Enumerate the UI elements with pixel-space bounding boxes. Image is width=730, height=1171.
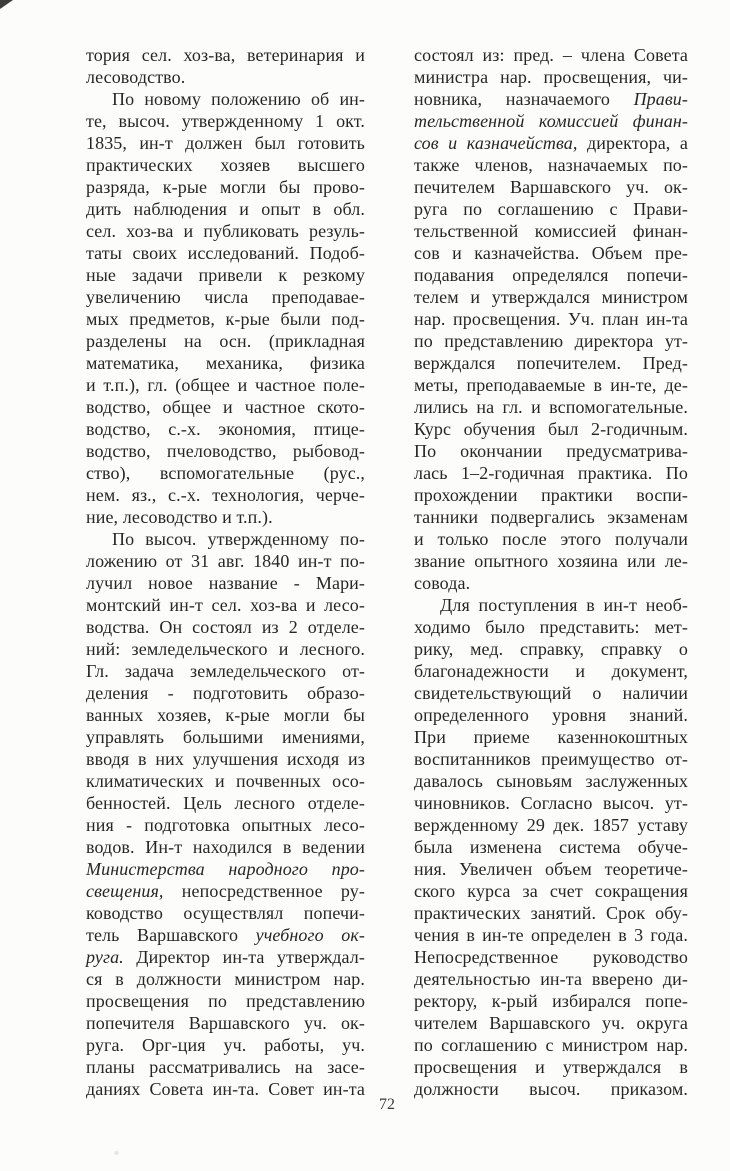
body-text: Непосредственное руководство bbox=[414, 947, 688, 967]
text-line bbox=[86, 902, 365, 924]
body-text: водства. Он состоял из 2 отделе- bbox=[86, 617, 365, 637]
body-text: лились на гл. и вспомогательные. bbox=[414, 397, 688, 417]
italic-text: учебного ок- bbox=[255, 925, 365, 945]
text-line bbox=[86, 88, 365, 110]
text-line bbox=[414, 132, 688, 154]
text-line bbox=[86, 264, 365, 286]
body-text: лучил новое название - Мари- bbox=[86, 573, 365, 593]
text-line bbox=[86, 1012, 365, 1034]
text-line bbox=[86, 484, 365, 506]
text-line bbox=[414, 352, 688, 374]
text-line bbox=[414, 924, 688, 946]
italic-text: свещения, bbox=[86, 881, 164, 901]
text-line bbox=[86, 308, 365, 330]
text-line bbox=[86, 154, 365, 176]
text-line bbox=[414, 374, 688, 396]
text-line bbox=[86, 462, 365, 484]
text-column-left bbox=[86, 44, 365, 1100]
text-line bbox=[414, 946, 688, 968]
body-text: дить наблюдения и опыт в обл. bbox=[86, 199, 365, 219]
text-line bbox=[414, 330, 688, 352]
italic-text: сов и казначейства, bbox=[414, 133, 578, 153]
body-text: чения в ин-те определен в 3 года. bbox=[414, 925, 688, 945]
text-line bbox=[414, 286, 688, 308]
body-text: климатических и почвенных осо- bbox=[86, 771, 365, 791]
body-text: практических занятий. Срок обу- bbox=[414, 903, 688, 923]
text-line bbox=[414, 484, 688, 506]
text-line bbox=[414, 396, 688, 418]
body-text: танники подвергались экзаменам bbox=[414, 507, 688, 527]
body-text: водство, с.-х. экономия, птице- bbox=[86, 419, 365, 439]
text-line bbox=[414, 880, 688, 902]
body-text: Курс обучения был 2-годичным. bbox=[414, 419, 688, 439]
body-text: ского курса за счет сокращения bbox=[414, 881, 688, 901]
text-line bbox=[86, 44, 365, 66]
body-text: ванных хозяев, к-рые могли бы bbox=[86, 705, 365, 725]
text-line bbox=[414, 264, 688, 286]
text-line bbox=[414, 836, 688, 858]
body-text: Для поступления в ин-т необ- bbox=[440, 595, 688, 615]
body-text: ложению от 31 авг. 1840 ин-т по- bbox=[86, 551, 365, 571]
body-text: ния. Увеличен объем теоретиче- bbox=[414, 859, 688, 879]
text-line bbox=[86, 374, 365, 396]
text-line bbox=[414, 462, 688, 484]
text-line bbox=[86, 110, 365, 132]
text-column-right bbox=[414, 44, 688, 1100]
body-text: сел. хоз-ва и публиковать резуль- bbox=[86, 221, 365, 241]
body-text: водство, общее и частное ското- bbox=[86, 397, 365, 417]
body-text: по представлению директора ут- bbox=[414, 331, 688, 351]
body-text: тель Варшавского bbox=[86, 925, 256, 945]
body-text: должности высоч. приказом. bbox=[414, 1079, 688, 1099]
text-line bbox=[414, 748, 688, 770]
body-text: ние, лесоводство и т.п.). bbox=[86, 507, 273, 527]
body-text: деятельностью ин-та вверено ди- bbox=[414, 969, 688, 989]
body-text: по соглашению с министром нар. bbox=[414, 1035, 688, 1055]
text-line bbox=[86, 572, 365, 594]
text-line bbox=[86, 726, 365, 748]
text-line bbox=[86, 198, 365, 220]
body-text: новника, назначаемого bbox=[414, 89, 634, 109]
body-text: математика, механика, физика bbox=[86, 353, 365, 373]
italic-text: руга. bbox=[86, 947, 124, 967]
body-text: рику, мед. справку, справку о bbox=[414, 639, 688, 659]
text-line bbox=[86, 594, 365, 616]
body-text: попечителя Варшавского уч. ок- bbox=[86, 1013, 365, 1033]
body-text: меты, преподаваемые в ин-те, де- bbox=[414, 375, 688, 395]
body-text: водов. Ин-т находился в ведении bbox=[86, 837, 365, 857]
text-line bbox=[414, 1034, 688, 1056]
text-line bbox=[86, 286, 365, 308]
text-line bbox=[86, 550, 365, 572]
italic-text: тельственной комиссией финан- bbox=[414, 111, 688, 131]
body-text: и только после этого получали bbox=[414, 529, 688, 549]
body-text: прохождении практики воспи- bbox=[414, 485, 688, 505]
body-text: состоял из: пред. – члена Совета bbox=[414, 45, 688, 65]
text-line bbox=[414, 44, 688, 66]
body-text: руга по соглашению с Прави- bbox=[414, 199, 688, 219]
body-text: печителем Варшавского уч. ок- bbox=[414, 177, 688, 197]
text-line bbox=[86, 220, 365, 242]
text-line bbox=[86, 66, 365, 88]
scan-corner-artifact bbox=[0, 0, 13, 9]
body-text: ство), вспомогательные (рус., bbox=[86, 463, 365, 483]
text-line bbox=[86, 352, 365, 374]
text-line bbox=[414, 858, 688, 880]
body-text: Директор ин-та утверждал- bbox=[123, 947, 365, 967]
body-text: определенного уровня знаний. bbox=[414, 705, 688, 725]
body-text: 1835, ин-т должен был готовить bbox=[86, 133, 365, 153]
text-line bbox=[414, 572, 688, 594]
italic-text: Прави- bbox=[633, 89, 688, 109]
body-text: По окончании предусматрива- bbox=[414, 441, 688, 461]
body-text: те, высоч. утвержденному 1 окт. bbox=[86, 111, 365, 131]
body-text: По новому положению об ин- bbox=[112, 89, 365, 109]
text-line bbox=[414, 176, 688, 198]
text-line bbox=[414, 198, 688, 220]
body-text: тельственной комиссией финан- bbox=[414, 221, 688, 241]
body-text: тория сел. хоз-ва, ветеринария и bbox=[86, 45, 365, 65]
text-line bbox=[414, 660, 688, 682]
text-line bbox=[86, 616, 365, 638]
text-line bbox=[414, 88, 688, 110]
text-line bbox=[414, 770, 688, 792]
body-text: просвещения по представлению bbox=[86, 991, 365, 1011]
body-text: лесоводство. bbox=[86, 67, 186, 87]
body-text: свидетельствующий о наличии bbox=[414, 683, 688, 703]
body-text: верждался попечителем. Пред- bbox=[414, 353, 688, 373]
body-text: ководство осуществлял попечи- bbox=[86, 903, 365, 923]
text-line bbox=[414, 990, 688, 1012]
body-text: ные задачи привели к резкому bbox=[86, 265, 365, 285]
text-line bbox=[414, 704, 688, 726]
body-text: телем и утверждался министром bbox=[414, 287, 688, 307]
body-text: давалось сыновьям заслуженных bbox=[414, 771, 688, 791]
text-line bbox=[86, 506, 365, 528]
text-line bbox=[86, 748, 365, 770]
body-text: благонадежности и документ, bbox=[414, 661, 688, 681]
text-line bbox=[86, 880, 365, 902]
body-text: и т.п.), гл. (общее и частное поле- bbox=[86, 375, 365, 395]
body-text: практических хозяев высшего bbox=[86, 155, 365, 175]
text-line bbox=[86, 858, 365, 880]
text-line bbox=[414, 814, 688, 836]
text-line bbox=[86, 682, 365, 704]
scan-speck bbox=[114, 1151, 119, 1155]
body-text: Гл. задача земледельческого от- bbox=[86, 661, 365, 681]
text-line bbox=[86, 704, 365, 726]
body-text: ходимо было представить: мет- bbox=[414, 617, 688, 637]
body-text: мых предметов, к-рые были под- bbox=[86, 309, 365, 329]
text-line bbox=[86, 990, 365, 1012]
text-line bbox=[414, 616, 688, 638]
body-text: нар. просвещения. Уч. план ин-та bbox=[414, 309, 688, 329]
body-text: нем. яз., с.-х. технология, черче- bbox=[86, 485, 365, 505]
body-text: бенностей. Цель лесного отделе- bbox=[86, 793, 365, 813]
body-text: звание опытного хозяина или ле- bbox=[414, 551, 688, 571]
body-text: чителем Варшавского уч. округа bbox=[414, 1013, 688, 1033]
body-text: монтский ин-т сел. хоз-ва и лесо- bbox=[86, 595, 365, 615]
body-text: совода. bbox=[414, 573, 471, 593]
body-text: была изменена система обуче- bbox=[414, 837, 688, 857]
body-text: управлять большими имениями, bbox=[86, 727, 365, 747]
text-line bbox=[414, 594, 688, 616]
body-text: разряда, к-рые могли бы прово- bbox=[86, 177, 365, 197]
text-line bbox=[86, 396, 365, 418]
page-number: 72 bbox=[379, 1096, 395, 1113]
body-text: чиновников. Согласно высоч. ут- bbox=[414, 793, 688, 813]
text-line bbox=[86, 330, 365, 352]
text-line bbox=[414, 726, 688, 748]
text-line bbox=[86, 814, 365, 836]
body-text: таты своих исследований. Подоб- bbox=[86, 243, 365, 263]
text-line bbox=[414, 418, 688, 440]
body-text: просвещения и утверждался в bbox=[414, 1057, 688, 1077]
body-text: также членов, назначаемых по- bbox=[414, 155, 688, 175]
text-line bbox=[86, 946, 365, 968]
body-text: вержденному 29 дек. 1857 уставу bbox=[414, 815, 688, 835]
body-text: увеличению числа преподавае- bbox=[86, 287, 365, 307]
body-text: водство, пчеловодство, рыбовод- bbox=[86, 441, 365, 461]
text-line bbox=[414, 220, 688, 242]
body-text: министра нар. просвещения, чи- bbox=[414, 67, 688, 87]
body-text: непосредственное ру- bbox=[163, 881, 365, 901]
text-line bbox=[86, 528, 365, 550]
text-line bbox=[86, 176, 365, 198]
text-line bbox=[86, 660, 365, 682]
text-line bbox=[414, 528, 688, 550]
text-line bbox=[86, 924, 365, 946]
text-line bbox=[86, 242, 365, 264]
body-text: сов и казначейства. Объем пре- bbox=[414, 243, 688, 263]
italic-text: Министерства народного про- bbox=[86, 859, 365, 879]
body-text: деления - подготовить образо- bbox=[86, 683, 365, 703]
text-line bbox=[86, 440, 365, 462]
text-line bbox=[414, 1056, 688, 1078]
text-line bbox=[86, 770, 365, 792]
text-line bbox=[86, 418, 365, 440]
text-line bbox=[414, 506, 688, 528]
body-text: директора, а bbox=[577, 133, 688, 153]
body-text: планы рассматривались на засе- bbox=[86, 1057, 365, 1077]
text-line bbox=[86, 1034, 365, 1056]
body-text: разделены на осн. (прикладная bbox=[86, 331, 365, 351]
body-text: ний: земледельческого и лесного. bbox=[86, 639, 365, 659]
text-line bbox=[414, 638, 688, 660]
text-line bbox=[414, 66, 688, 88]
body-text: ректору, к-рый избирался попе- bbox=[414, 991, 688, 1011]
text-line bbox=[414, 110, 688, 132]
body-text: вводя в них улучшения исходя из bbox=[86, 749, 365, 769]
text-line bbox=[414, 1012, 688, 1034]
text-line bbox=[414, 550, 688, 572]
text-line bbox=[414, 682, 688, 704]
body-text: подавания определялся попечи- bbox=[414, 265, 688, 285]
body-text: руга. Орг-ция уч. работы, уч. bbox=[86, 1035, 365, 1055]
body-text: ния - подготовка опытных лесо- bbox=[86, 815, 365, 835]
body-text: При приеме казеннокоштных bbox=[414, 727, 688, 747]
text-line bbox=[86, 132, 365, 154]
body-text: даниях Совета ин-та. Совет ин-та bbox=[86, 1079, 365, 1099]
text-line bbox=[86, 1056, 365, 1078]
body-text: воспитанников преимущество от- bbox=[414, 749, 688, 769]
text-line bbox=[86, 638, 365, 660]
text-line bbox=[414, 902, 688, 924]
text-line bbox=[86, 968, 365, 990]
text-line bbox=[414, 792, 688, 814]
text-line bbox=[414, 968, 688, 990]
body-text: лась 1–2-годичная практика. По bbox=[414, 463, 688, 483]
body-text: ся в должности министром нар. bbox=[86, 969, 365, 989]
text-line bbox=[414, 242, 688, 264]
body-text: По высоч. утвержденному по- bbox=[112, 529, 365, 549]
text-line bbox=[414, 440, 688, 462]
text-line bbox=[414, 154, 688, 176]
text-line bbox=[414, 308, 688, 330]
text-line bbox=[86, 792, 365, 814]
text-line bbox=[86, 836, 365, 858]
